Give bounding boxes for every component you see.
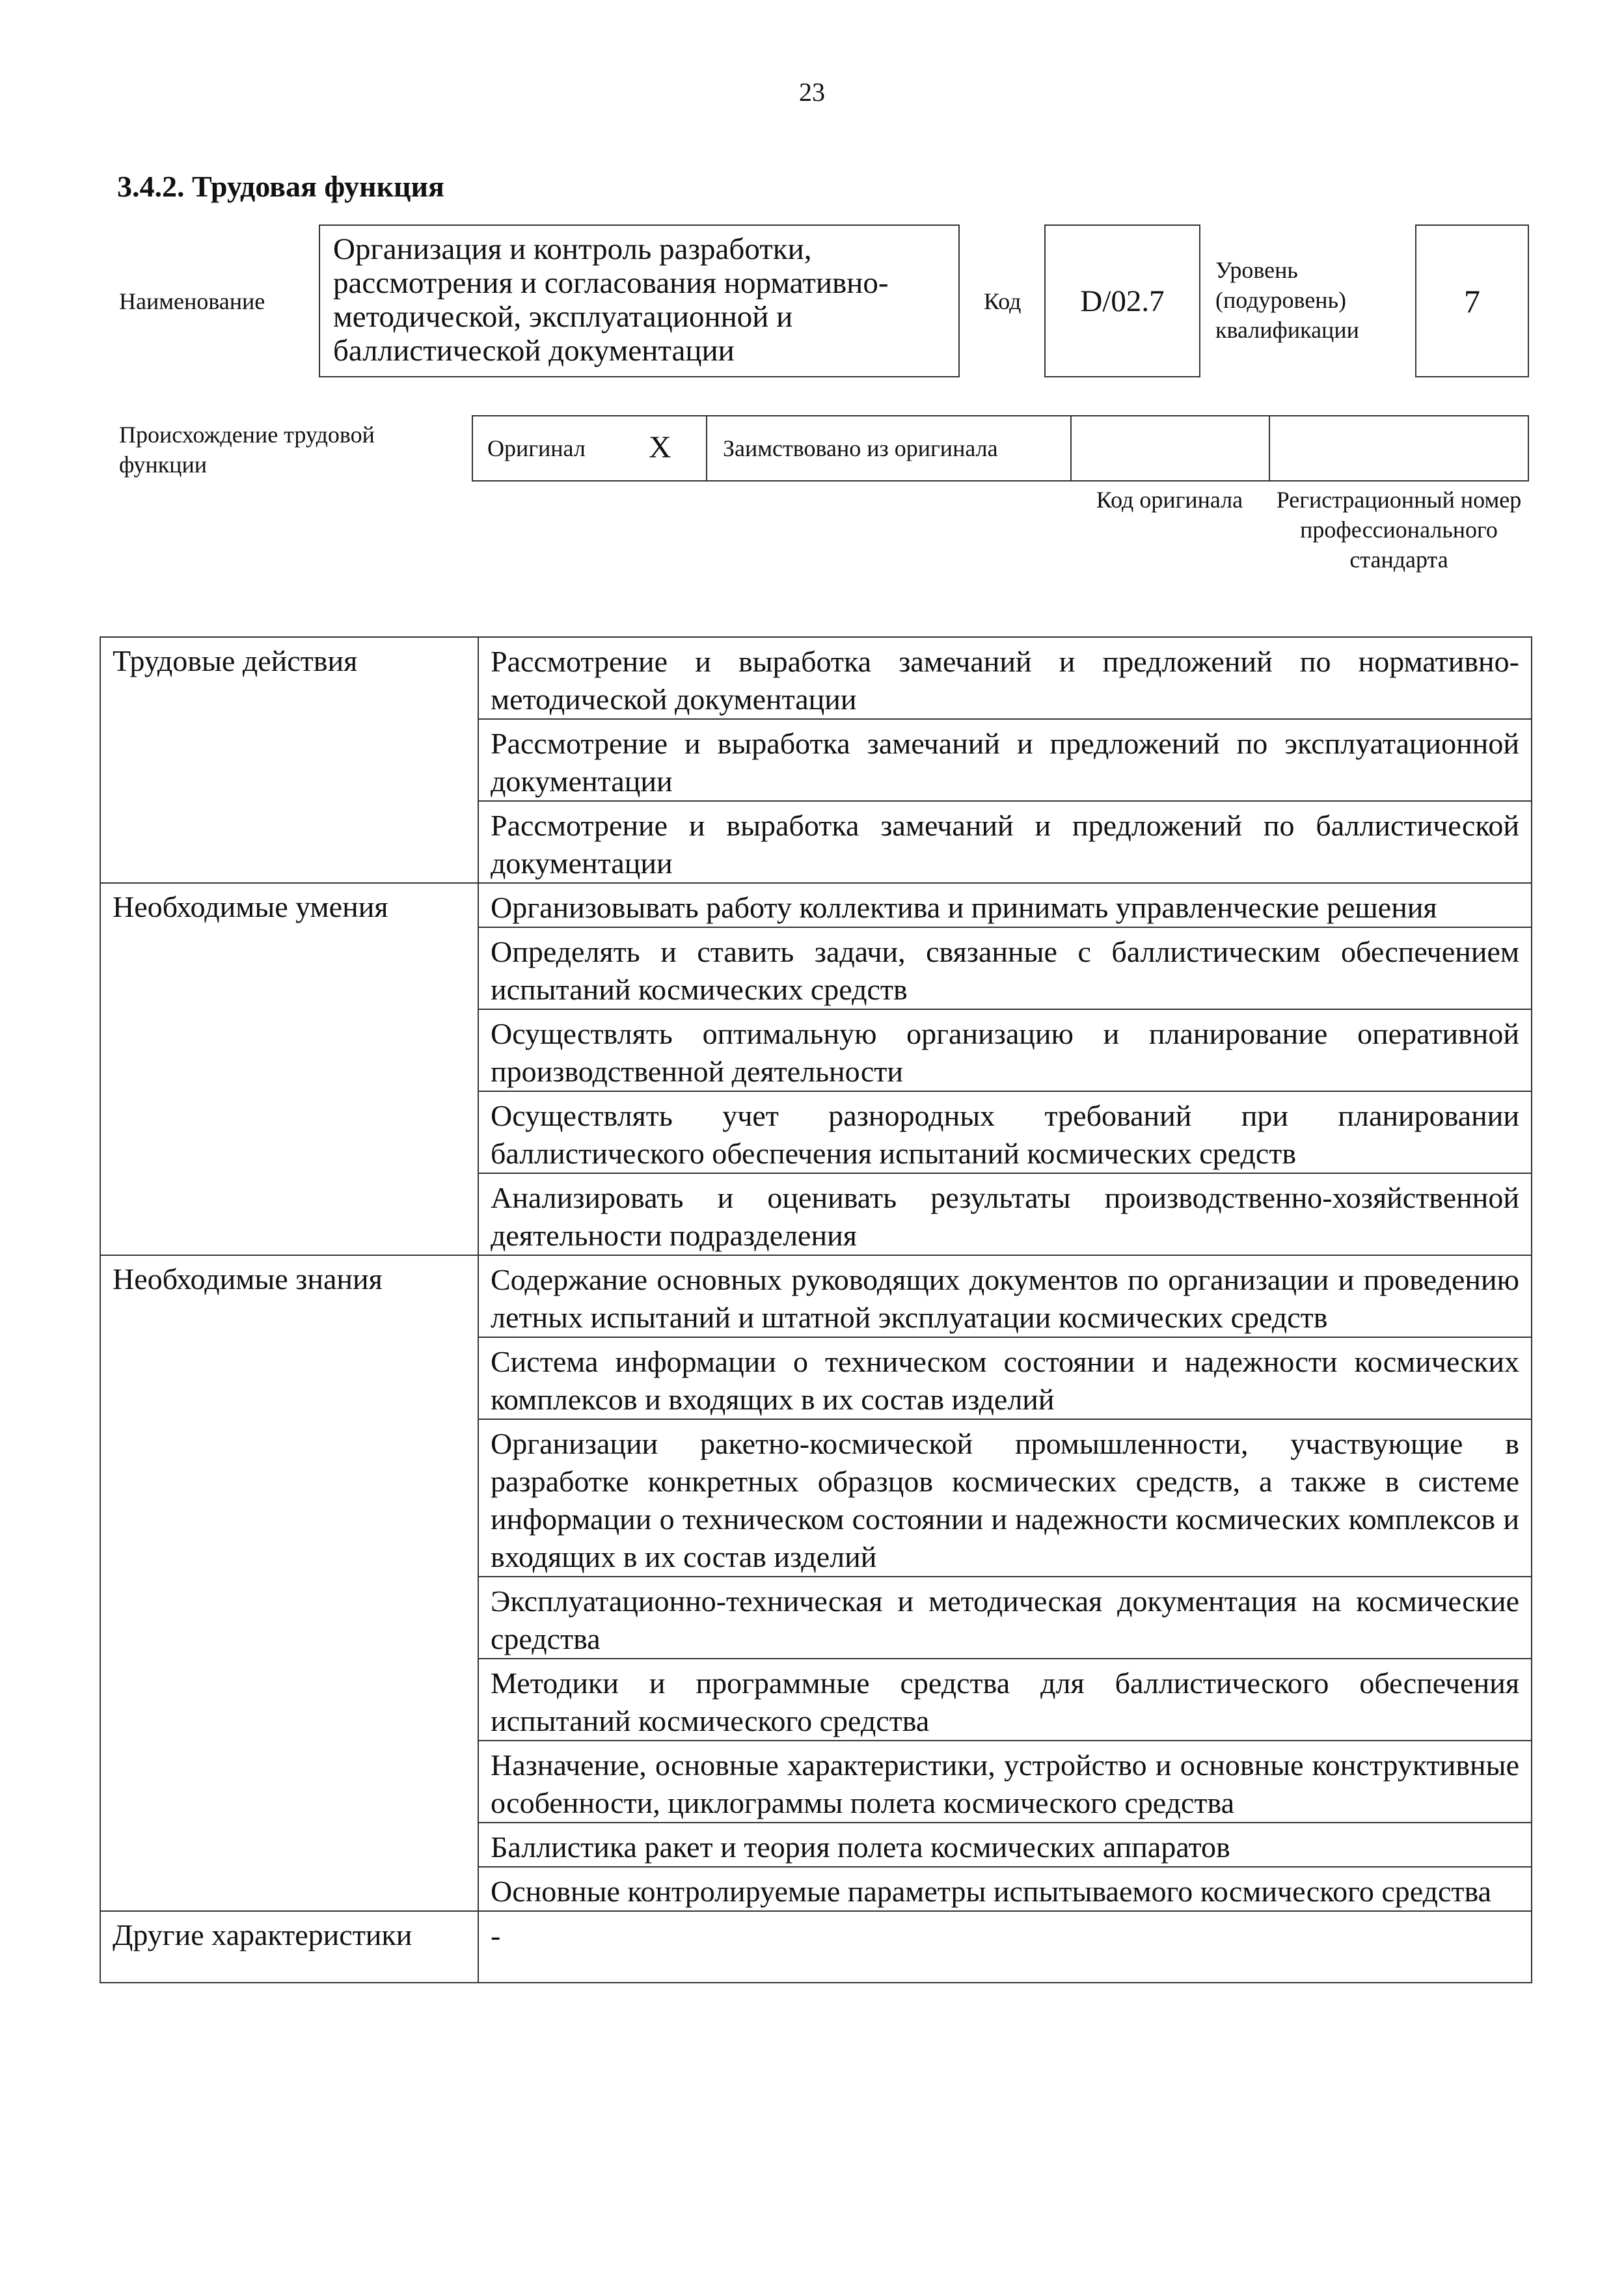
item-cell: Организовывать работу коллектива и принимать управленческие решения bbox=[478, 883, 1532, 927]
origin-reg-cell bbox=[1270, 416, 1529, 480]
item-cell: Эксплуатационно-техническая и методическая документация на космические средства bbox=[478, 1577, 1532, 1659]
section-title: 3.4.2. Трудовая функция bbox=[117, 170, 444, 203]
item-cell: Система информации о техническом состоянии и надежности космических комплексов и входящих в их состав изделий bbox=[478, 1337, 1532, 1419]
item-cell: Осуществлять оптимальную организацию и планирование оперативной производственной деятельности bbox=[478, 1009, 1532, 1091]
item-cell: Основные контролируемые параметры испытываемого космического средства bbox=[478, 1867, 1532, 1911]
function-name-box bbox=[319, 224, 960, 377]
code-caption: Код оригинала bbox=[1096, 487, 1243, 513]
origin-borrowed-cell bbox=[707, 416, 1072, 480]
table-row bbox=[100, 637, 1532, 719]
borrowed-label: Заимствовано из оригинала bbox=[723, 435, 998, 461]
category-cell bbox=[100, 637, 478, 883]
item-cell: Содержание основных руководящих документов по организации и проведению летных испытаний и штатной эксплуатации космических средств bbox=[478, 1255, 1532, 1337]
original-mark: X bbox=[649, 430, 671, 465]
table-row bbox=[100, 883, 1532, 927]
page-number: 23 bbox=[799, 77, 825, 107]
table-row bbox=[100, 1911, 1532, 1983]
original-label: Оригинал bbox=[487, 435, 586, 461]
item-cell: Осуществлять учет разнородных требований при планировании баллистического обеспечения испытаний космических средств bbox=[478, 1091, 1532, 1173]
item-cell: - bbox=[478, 1911, 1532, 1983]
origin-label: Происхождение трудовой функции bbox=[119, 422, 375, 478]
item-cell: Анализировать и оценивать результаты производственно-хозяйственной деятельности подразделения bbox=[478, 1173, 1532, 1255]
category-label: Другие характеристики bbox=[113, 1918, 413, 1951]
origin-original-cell bbox=[473, 416, 707, 480]
table-row bbox=[100, 1255, 1532, 1337]
code-value-box bbox=[1044, 224, 1200, 377]
level-label: Уровень (подуровень) квалификации bbox=[1215, 257, 1359, 343]
function-name-value: Организация и контроль разработки, рассмотрения и согласования нормативно-методической, эксплуатационной и баллистической документации bbox=[333, 232, 889, 368]
category-cell bbox=[100, 1911, 478, 1983]
item-cell: Назначение, основные характеристики, устройство и основные конструктивные особенности, циклограммы полета космического средства bbox=[478, 1741, 1532, 1823]
origin-row bbox=[472, 415, 1529, 482]
code-value: D/02.7 bbox=[1080, 284, 1165, 318]
item-cell: Рассмотрение и выработка замечаний и предложений по эксплуатационной документации bbox=[478, 719, 1532, 801]
name-label: Наименование bbox=[119, 288, 265, 314]
item-cell: Методики и программные средства для баллистического обеспечения испытаний космического средства bbox=[478, 1659, 1532, 1741]
category-label: Необходимые знания bbox=[113, 1262, 383, 1296]
function-details-table bbox=[100, 636, 1532, 1983]
level-value: 7 bbox=[1464, 282, 1480, 319]
category-cell bbox=[100, 883, 478, 1255]
item-cell: Определять и ставить задачи, связанные с баллистическим обеспечением испытаний космических средств bbox=[478, 927, 1532, 1009]
item-cell: Рассмотрение и выработка замечаний и предложений по баллистической документации bbox=[478, 801, 1532, 883]
item-cell: Рассмотрение и выработка замечаний и предложений по нормативно-методической документации bbox=[478, 637, 1532, 719]
origin-code-cell bbox=[1072, 416, 1270, 480]
item-cell: Организации ракетно-космической промышленности, участвующие в разработке конкретных образцов космических средств, а также в системе информации о техническом состоянии и надежности космических комплексов и входящих в их состав изделий bbox=[478, 1419, 1532, 1577]
code-label: Код bbox=[984, 288, 1022, 314]
level-value-box bbox=[1415, 224, 1529, 377]
category-cell bbox=[100, 1255, 478, 1911]
reg-caption: Регистрационный номер профессионального стандарта bbox=[1276, 487, 1522, 573]
category-label: Трудовые действия bbox=[113, 644, 358, 677]
item-cell: Баллистика ракет и теория полета космических аппаратов bbox=[478, 1823, 1532, 1867]
category-label: Необходимые умения bbox=[113, 890, 388, 923]
